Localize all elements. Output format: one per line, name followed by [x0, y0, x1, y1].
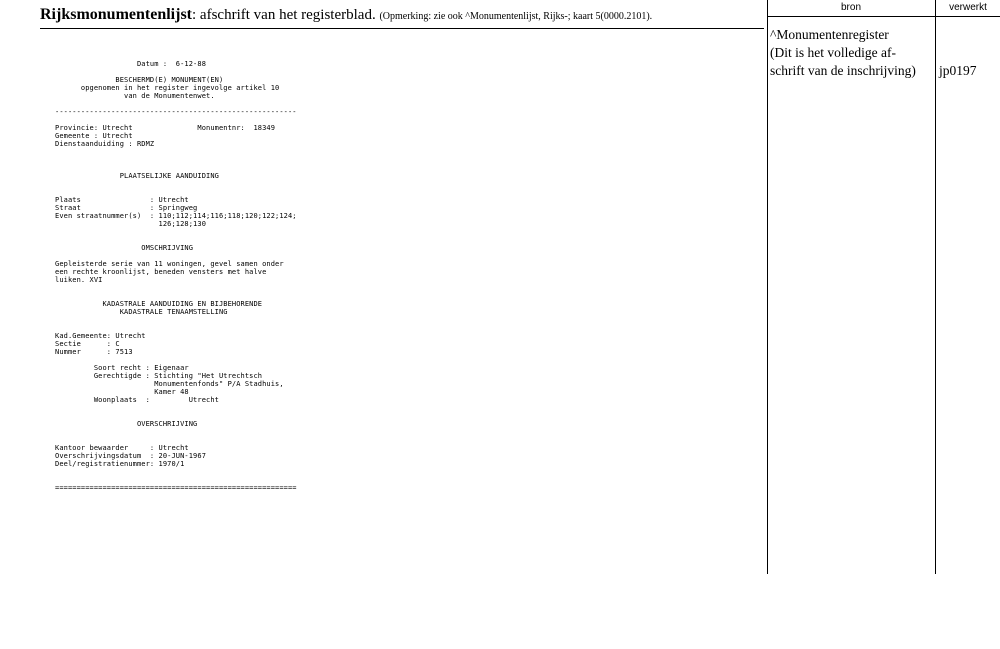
- header-title-bold: Rijksmonumentenlijst: [40, 6, 193, 23]
- document-line: [55, 228, 355, 236]
- document-line: opgenomen in het register ingevolge artikel 10: [55, 84, 280, 92]
- header-underline: [40, 28, 764, 29]
- document-line: Straat : Springweg: [55, 204, 198, 212]
- document-line: [55, 412, 355, 420]
- column-header-rule: [768, 16, 1000, 17]
- document-line: Even straatnummer(s) : 110;112;114;116;118;120;122;124;: [55, 212, 297, 220]
- header-title-rest: : afschrift van het registerblad.: [192, 7, 376, 23]
- column-divider-left: [767, 0, 768, 574]
- bron-line: schrift van de inschrijving): [770, 63, 916, 78]
- document-line: [55, 316, 355, 324]
- document-line: KADASTRALE TENAAMSTELLING: [55, 308, 228, 316]
- document-line: Monumentenfonds" P/A Stadhuis,: [55, 380, 284, 388]
- document-line: [55, 284, 355, 292]
- document-line: KADASTRALE AANDUIDING EN BIJBEHORENDE: [55, 300, 263, 308]
- bron-text: [770, 26, 916, 80]
- document-line: Soort recht : Eigenaar: [55, 364, 189, 372]
- verwerkt-value: jp0197: [939, 63, 977, 78]
- document-line: Overschrijvingsdatum : 20-JUN-1967: [55, 452, 207, 460]
- document-line: [55, 436, 355, 444]
- document-line: [55, 116, 355, 124]
- document-line: [55, 148, 355, 156]
- document-line: Provincie: Utrecht Monumentnr: 18349: [55, 124, 276, 132]
- document-line: van de Monumentenwet.: [55, 92, 215, 100]
- document-line: Nummer : 7513: [55, 348, 133, 356]
- bron-line: (Dit is het volledige af-: [770, 45, 896, 60]
- document-line: [55, 356, 355, 364]
- document-line: [55, 468, 355, 476]
- bron-column-header: bron: [840, 2, 861, 13]
- document-line: Plaats : Utrecht: [55, 196, 189, 204]
- document-line: --------------------------------------------------------: [55, 108, 297, 116]
- document-line: een rechte kroonlijst, beneden vensters met halve: [55, 268, 267, 276]
- document-line: ========================================================: [55, 484, 297, 492]
- document-line: Gepleisterde serie van 11 woningen, gevel samen onder: [55, 260, 284, 268]
- document-line: Dienstaanduiding : RDMZ: [55, 140, 155, 148]
- document-line: [55, 188, 355, 196]
- document-line: [55, 324, 355, 332]
- document-line: Kad.Gemeente: Utrecht: [55, 332, 146, 340]
- document-line: OVERSCHRIJVING: [55, 420, 198, 428]
- document-line: Kantoor bewaarder : Utrecht: [55, 444, 189, 452]
- document-line: [55, 164, 355, 172]
- document-line: [55, 476, 355, 484]
- document-line: Woonplaats : Utrecht: [55, 396, 219, 404]
- document-line: Gemeente : Utrecht: [55, 132, 133, 140]
- document-line: Sectie : C: [55, 340, 120, 348]
- document-line: OMSCHRIJVING: [55, 244, 194, 252]
- document-line: Deel/registratienummer: 1970/1: [55, 460, 185, 468]
- document-line: [55, 236, 355, 244]
- document-line: [55, 252, 355, 260]
- document-line: luiken. XVI: [55, 276, 103, 284]
- column-divider-middle: [935, 0, 936, 574]
- document-line: [55, 68, 355, 76]
- document-line: [55, 428, 355, 436]
- document-line: [55, 180, 355, 188]
- register-document: [55, 60, 355, 492]
- document-line: Datum : 6-12-88: [55, 60, 207, 68]
- document-line: [55, 100, 355, 108]
- document-line: Kamer 48: [55, 388, 189, 396]
- header-note: (Opmerking: zie ook ^Monumentenlijst, Rijks-; kaart 5(0000.2101).: [379, 11, 653, 22]
- document-line: Gerechtigde : Stichting "Het Utrechtsch: [55, 372, 263, 380]
- verwerkt-column-header: verwerkt: [949, 2, 987, 13]
- bron-line: ^Monumentenregister: [770, 27, 889, 42]
- document-line: [55, 156, 355, 164]
- document-line: [55, 292, 355, 300]
- document-line: [55, 404, 355, 412]
- document-line: BESCHERMD(E) MONUMENT(EN): [55, 76, 224, 84]
- page-header: [40, 6, 762, 24]
- document-line: PLAATSELIJKE AANDUIDING: [55, 172, 219, 180]
- document-line: 126;128;130: [55, 220, 207, 228]
